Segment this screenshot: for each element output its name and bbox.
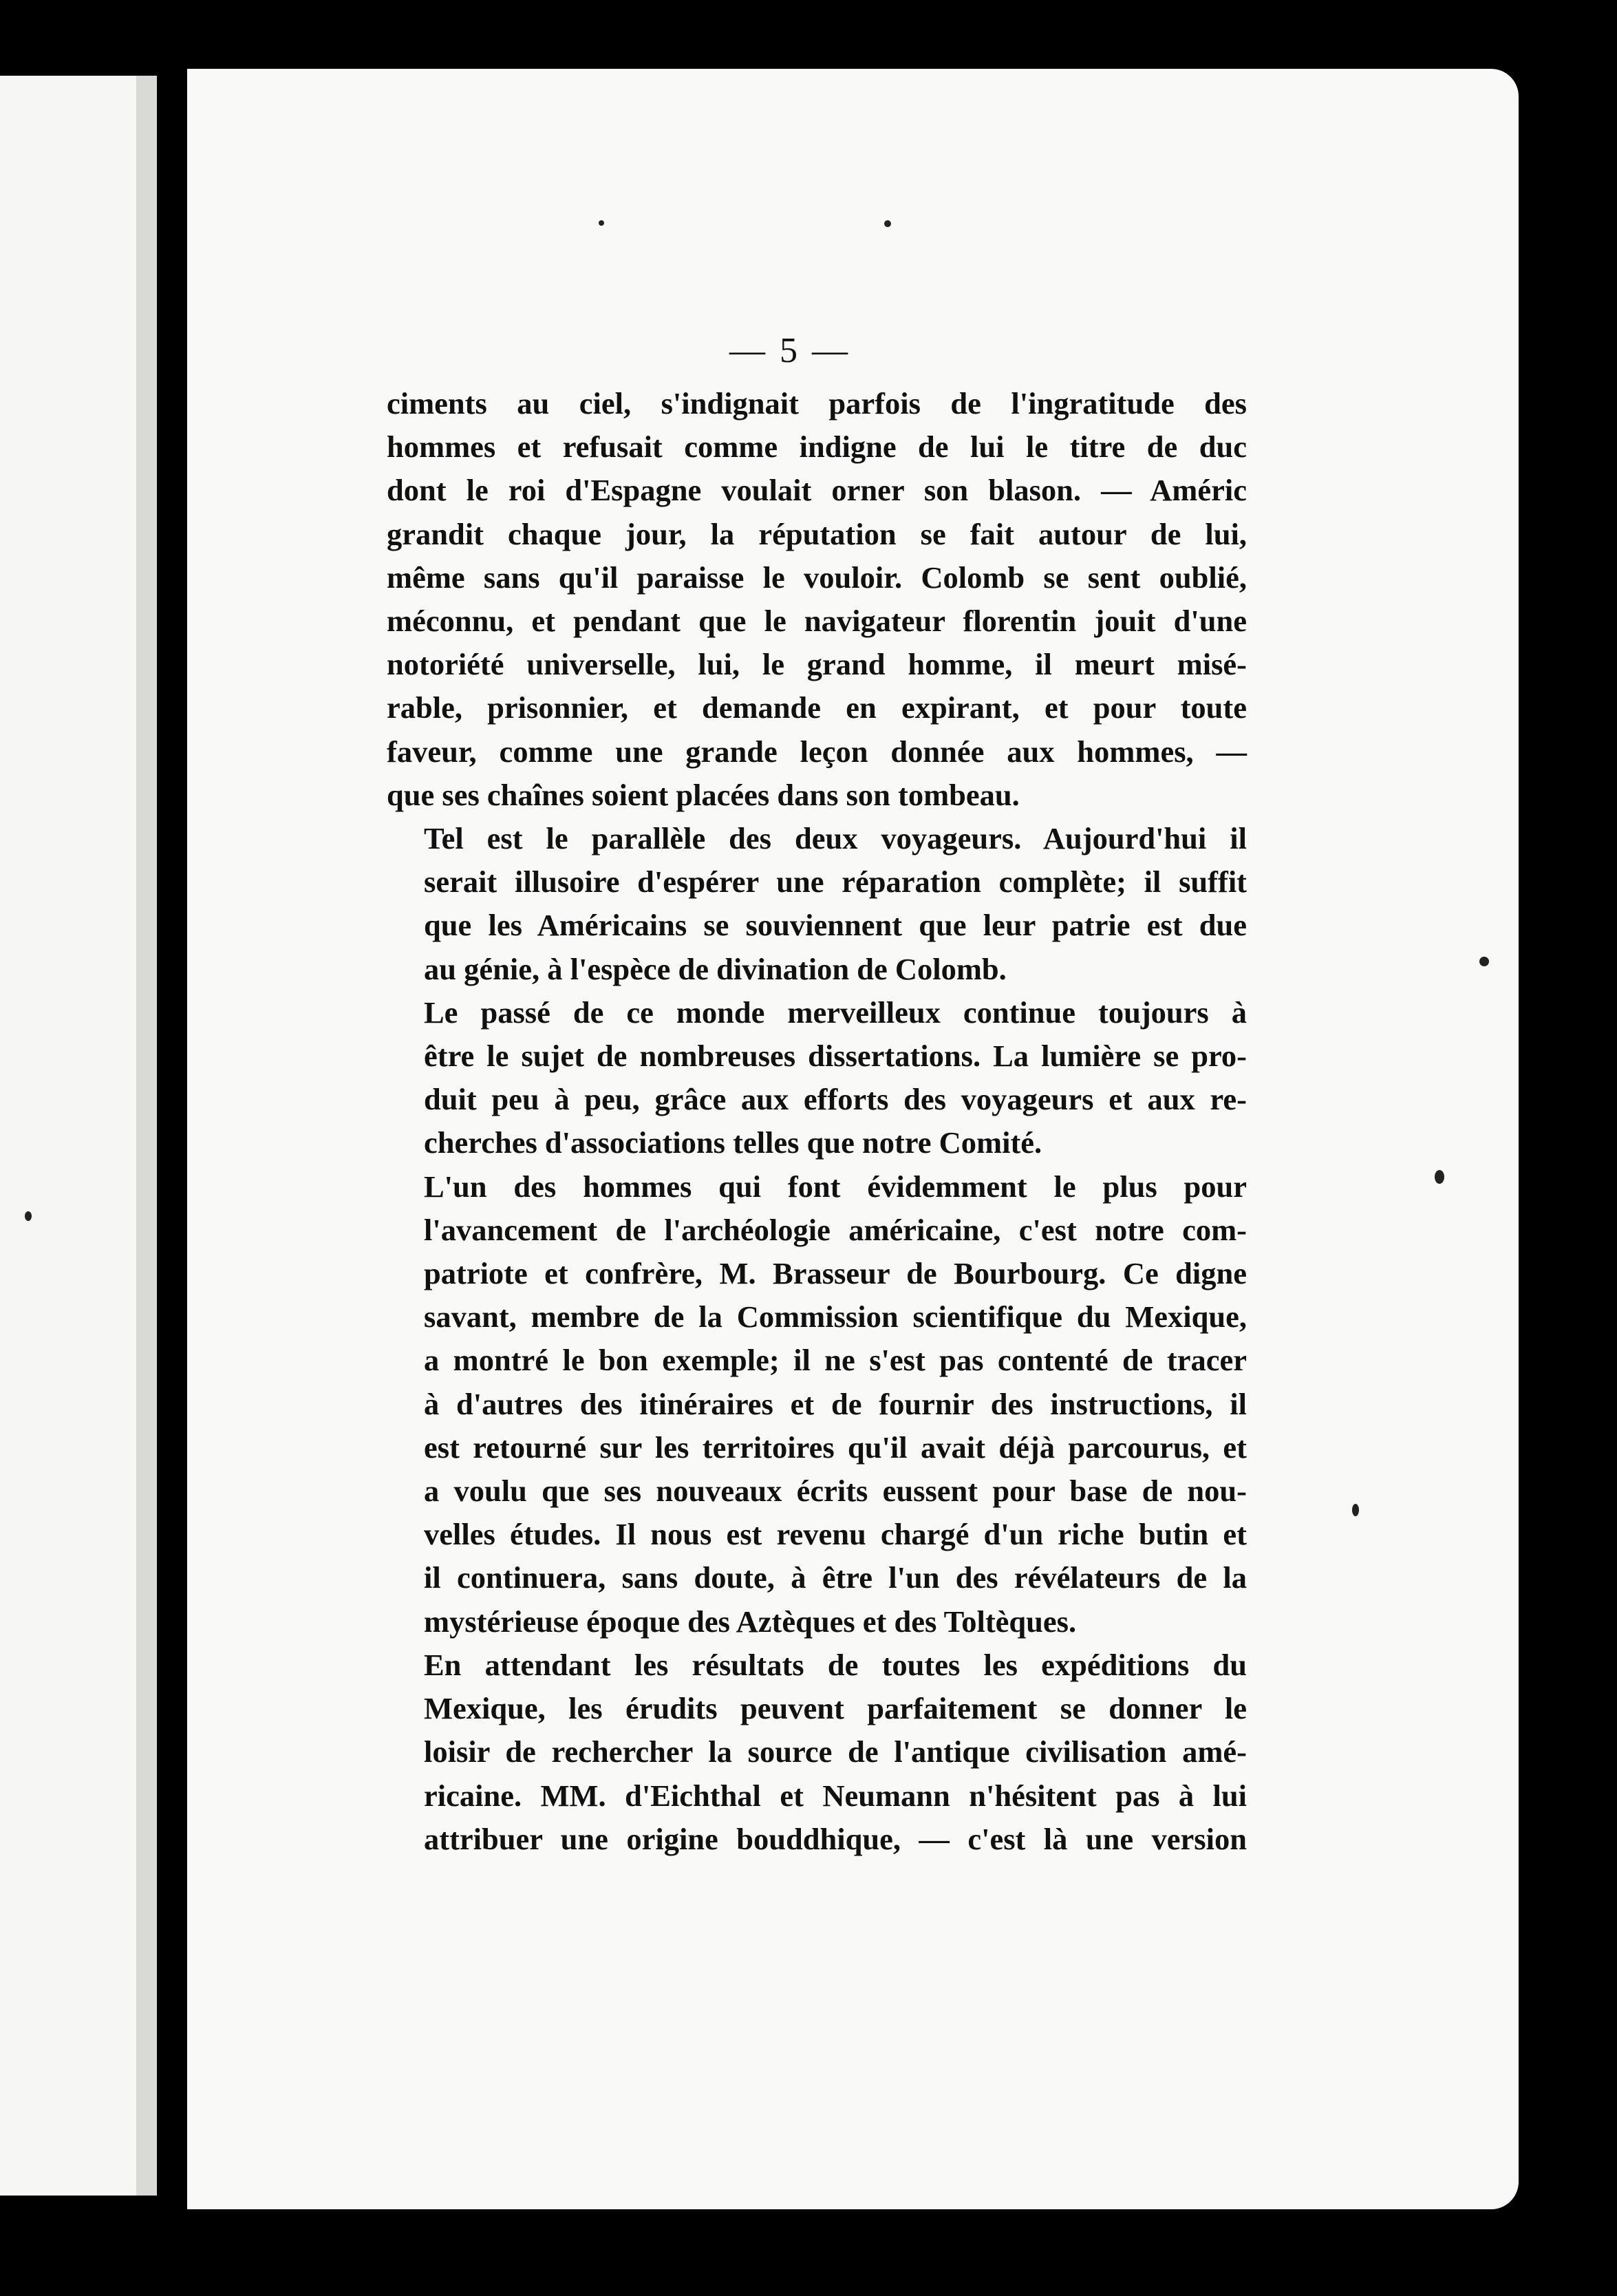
speck (1479, 957, 1489, 966)
text-line: faveur, comme une grande leçon donnée aux hommes, — (387, 734, 1247, 769)
text-line: est retourné sur les territoires qu'il avait déjà parcourus, et (424, 1429, 1247, 1465)
page-number: — 5 — (729, 331, 850, 370)
text-line: cherches d'associations telles que notre Comité. (424, 1125, 1042, 1160)
text-line: notoriété universelle, lui, le grand homme, il meurt misé- (387, 647, 1247, 682)
paragraph-3 (387, 991, 1247, 1165)
text-line: à d'autres des itinéraires et de fournir des instructions, il (424, 1386, 1247, 1421)
text-line: méconnu, et pendant que le navigateur florentin jouit d'une (387, 604, 1247, 639)
text-line: dont le roi d'Espagne voulait orner son blason. — Améric (387, 473, 1247, 508)
text-line: hommes et refusait comme indigne de lui le titre de duc (387, 429, 1247, 465)
text-line: loisir de rechercher la source de l'antique civilisation amé- (424, 1734, 1247, 1769)
text-line: L'un des hommes qui font évidemment le plus pour (424, 1169, 1247, 1204)
speck (1352, 1504, 1359, 1516)
text-line: même sans qu'il paraisse le vouloir. Colomb se sent oublié, (387, 560, 1247, 595)
speck (599, 220, 604, 226)
text-line: que ses chaînes soient placées dans son tombeau. (387, 777, 1020, 812)
left-page-edge (0, 76, 157, 2196)
text-line: au génie, à l'espèce de divination de Colomb. (424, 951, 1007, 986)
text-line: Mexique, les érudits peuvent parfaitement se donner le (424, 1691, 1247, 1726)
text-line: Tel est le parallèle des deux voyageurs. Aujourd'hui il (424, 821, 1247, 856)
paragraph-2 (387, 817, 1247, 991)
text-line: il continuera, sans doute, à être l'un des révélateurs de la (424, 1560, 1247, 1595)
text-line: attribuer une origine bouddhique, — c'est là une version (424, 1821, 1247, 1856)
text-line: grandit chaque jour, la réputation se fait autour de lui, (387, 516, 1247, 551)
text-line: velles études. Il nous est revenu chargé d'un riche butin et (424, 1517, 1247, 1552)
text-line: Le passé de ce monde merveilleux continue toujours à (424, 995, 1247, 1030)
text-line: être le sujet de nombreuses dissertations. La lumière se pro- (424, 1039, 1247, 1074)
text-line: ricaine. MM. d'Eichthal et Neumann n'hésitent pas à lui (424, 1778, 1247, 1813)
paragraph-4 (387, 1165, 1247, 1644)
text-line: ciments au ciel, s'indignait parfois de l'ingratitude des (387, 386, 1247, 421)
text-line: duit peu à peu, grâce aux efforts des voyageurs et aux re- (424, 1082, 1247, 1117)
paragraph-1 (387, 382, 1247, 817)
text-line: que les Américains se souviennent que leur patrie est due (424, 908, 1247, 943)
text-line: l'avancement de l'archéologie américaine, c'est notre com- (424, 1212, 1247, 1247)
text-line: patriote et confrère, M. Brasseur de Bourbourg. Ce digne (424, 1256, 1247, 1291)
text-line: En attendant les résultats de toutes les expéditions du (424, 1647, 1247, 1682)
body-text (387, 382, 1247, 1861)
gutter-shadow (136, 76, 157, 2196)
speck (1435, 1170, 1444, 1184)
speck (884, 220, 891, 227)
text-line: savant, membre de la Commission scientifique du Mexique, (424, 1299, 1247, 1335)
text-line: a montré le bon exemple; il ne s'est pas contenté de tracer (424, 1343, 1247, 1378)
speck (25, 1211, 32, 1221)
text-line: a voulu que ses nouveaux écrits eussent pour base de nou- (424, 1474, 1247, 1509)
text-line: rable, prisonnier, et demande en expirant, et pour toute (387, 690, 1247, 725)
text-line: serait illusoire d'espérer une réparation complète; il suffit (424, 864, 1247, 900)
paragraph-5 (387, 1644, 1247, 1861)
text-line: mystérieuse époque des Aztèques et des Toltèques. (424, 1604, 1077, 1639)
